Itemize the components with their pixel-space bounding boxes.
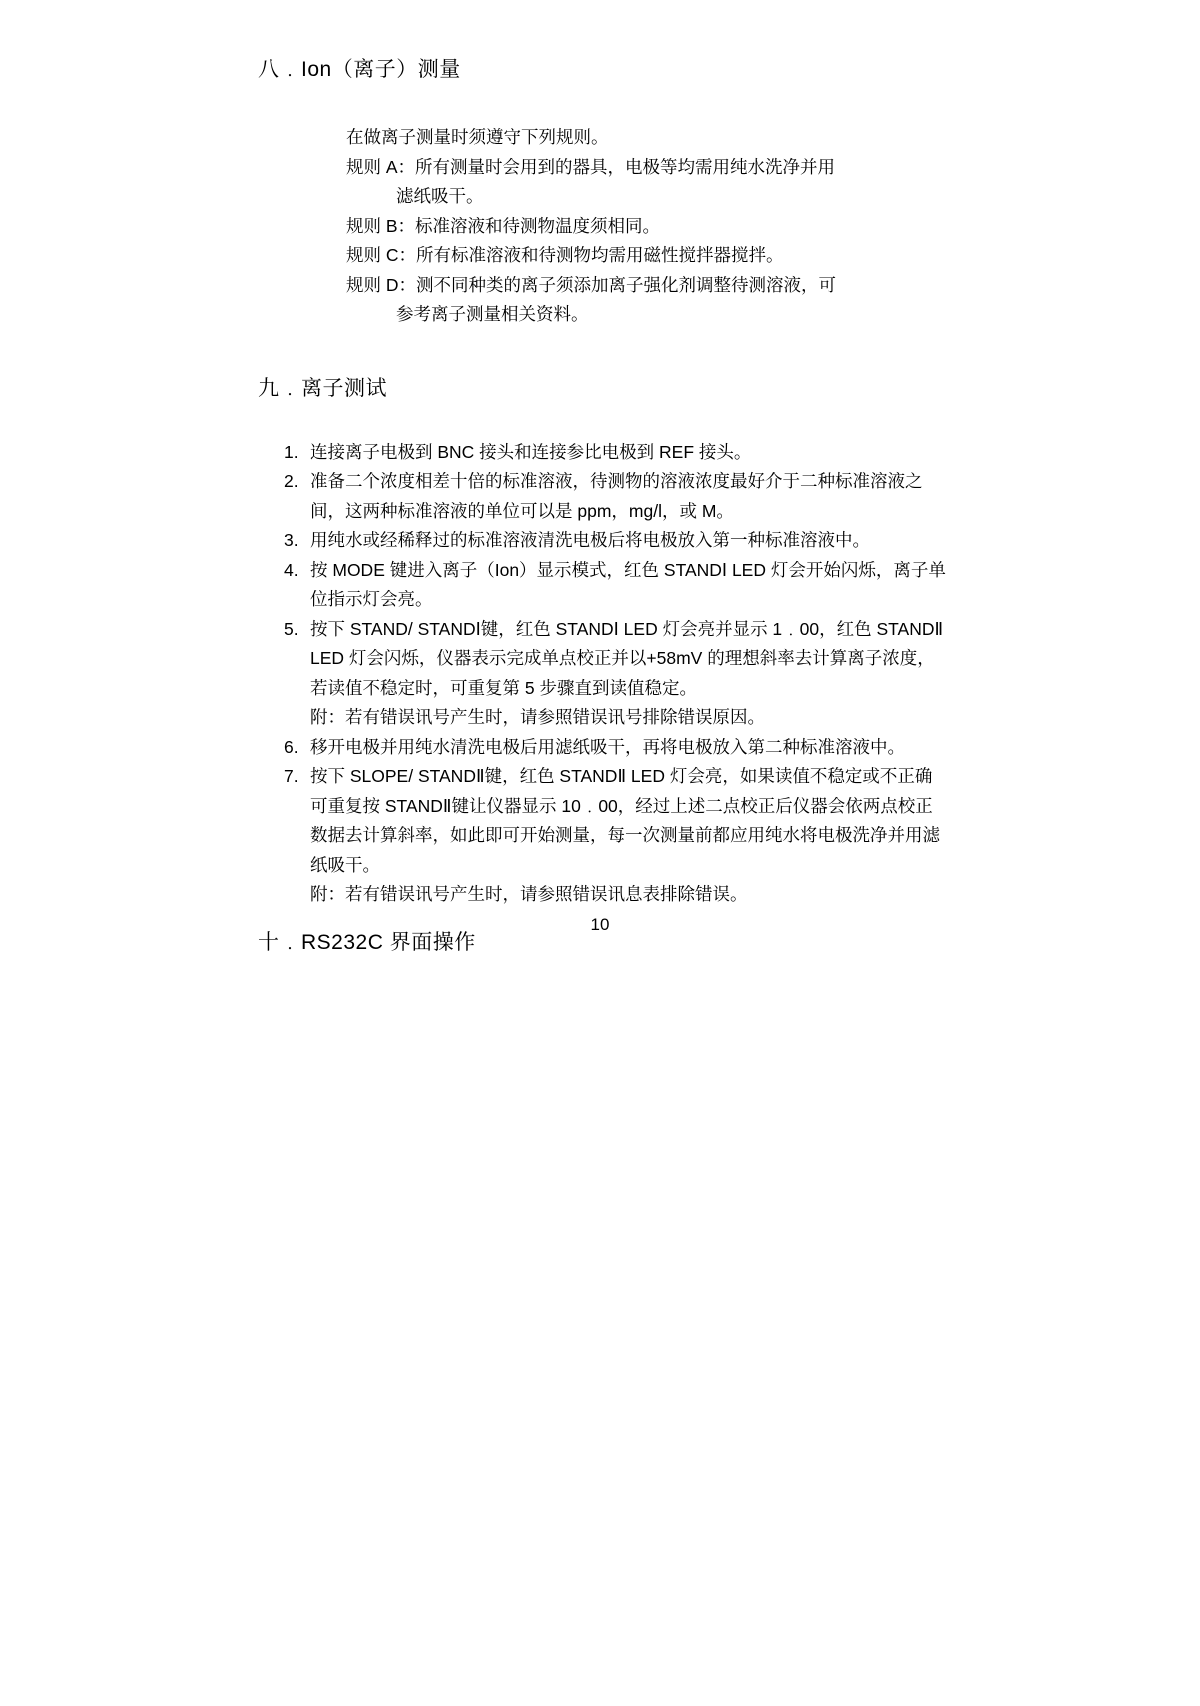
rule-item xyxy=(346,241,948,271)
step-text xyxy=(310,762,948,910)
rule-label: 规则 C： xyxy=(346,245,416,265)
rules-block xyxy=(346,123,948,330)
step-number: 5. xyxy=(284,618,299,639)
step-number: 6. xyxy=(284,736,299,757)
rule-text: 测不同种类的离子须添加离子强化剂调整待测溶液，可 xyxy=(416,274,836,295)
step-text: 准备二个浓度相差十倍的标准溶液，待测物的溶液浓度最好介于二种标准溶液之间，这两种标准溶液的单位可以是 ppm，mg/l，或 M。 xyxy=(310,471,923,521)
rules-intro: 在做离子测量时须遵守下列规则。 xyxy=(346,127,609,147)
rule-label: 规则 A： xyxy=(346,156,416,177)
rule-item xyxy=(346,212,948,242)
list-item xyxy=(258,526,948,556)
section-heading-rs232c: 十﹒RS232C 界面操作 xyxy=(258,930,476,954)
section-heading-ion-measurement: 八﹒Ion（离子）测量 xyxy=(258,58,461,81)
step-number: 1. xyxy=(284,441,299,462)
step-main-text: 按下 SLOPE/ STANDⅡ键，红色 STANDⅡ LED 灯会亮，如果读值不稳定或不正确可重复按 STANDⅡ键让仪器显示 10﹒00，经过上述二点校正后仪器会依两点校正数据去计算斜率，如此即可开始测量，每一次测量前都应用纯水将电极洗净并用滤纸吸干。 xyxy=(310,766,940,875)
step-text: 用纯水或经稀释过的标准溶液清洗电极后将电极放入第一种标准溶液中。 xyxy=(310,530,870,550)
rule-text: 标准溶液和待测物温度须相同。 xyxy=(415,215,661,236)
list-item xyxy=(258,467,948,526)
step-text: 按 MODE 键进入离子（Ion）显示模式，红色 STANDⅠ LED 灯会开始闪烁，离子单位指示灯会亮。 xyxy=(310,559,946,609)
rule-label: 规则 D： xyxy=(346,274,416,295)
section-heading-ion-test: 九﹒离子测试 xyxy=(258,376,387,400)
step-number: 7. xyxy=(284,766,299,786)
step-text: 移开电极并用纯水清洗电极后用滤纸吸干，再将电极放入第二种标准溶液中。 xyxy=(310,736,905,757)
list-item xyxy=(258,733,948,763)
step-note: 附：若有错误讯号产生时，请参照错误讯息表排除错误。 xyxy=(310,884,748,904)
step-note: 附：若有错误讯号产生时，请参照错误讯号排除错误原因。 xyxy=(310,707,765,727)
rule-text: 所有测量时会用到的器具，电极等均需用纯水洗净并用 xyxy=(415,156,836,177)
rule-continuation: 滤纸吸干。 xyxy=(396,186,484,206)
rule-item xyxy=(346,153,948,183)
step-text xyxy=(310,615,948,733)
list-item xyxy=(258,615,948,733)
step-text: 连接离子电极到 BNC 接头和连接参比电极到 REF 接头。 xyxy=(310,441,752,462)
step-number: 4. xyxy=(284,559,299,580)
list-item xyxy=(258,556,948,615)
step-main-text: 按下 STAND/ STANDⅠ键，红色 STANDⅠ LED 灯会亮并显示 1﹒00，红色 STANDⅡ LED 灯会闪烁，仪器表示完成单点校正并以+58mV 的理想斜率去计算离子浓度，若读值不稳定时，可重复第 5 步骤直到读值稳定。 xyxy=(310,618,944,698)
step-number: 3. xyxy=(284,530,299,550)
list-item xyxy=(258,438,948,468)
page-number: 10 xyxy=(590,915,610,934)
rule-continuation: 参考离子测量相关资料。 xyxy=(396,304,589,324)
list-item xyxy=(258,762,948,910)
rule-label: 规则 B： xyxy=(346,215,416,236)
step-number: 2. xyxy=(284,471,299,491)
rule-item xyxy=(346,271,948,301)
page-content xyxy=(258,55,948,958)
ion-test-step-list xyxy=(258,438,948,910)
rule-text: 所有标准溶液和待测物均需用磁性搅拌器搅拌。 xyxy=(416,245,784,265)
